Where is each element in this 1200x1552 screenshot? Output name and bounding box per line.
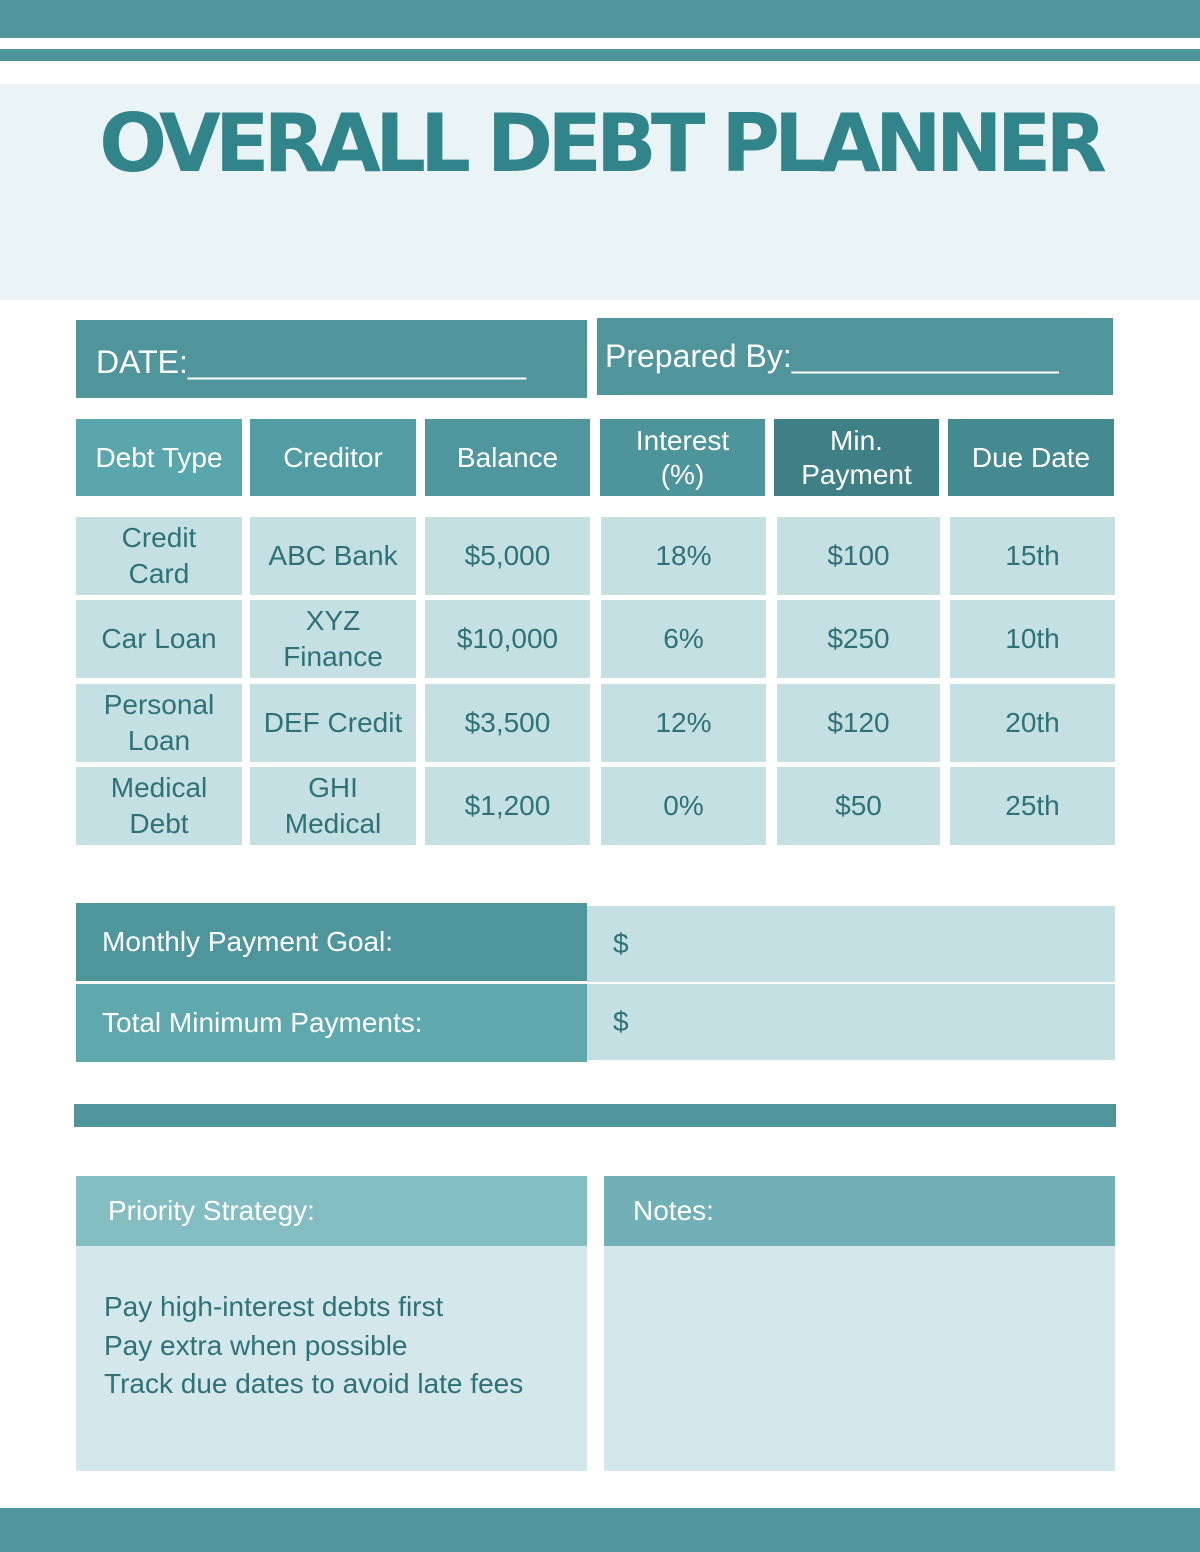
header-debt-type: Debt Type xyxy=(76,419,242,496)
top-stripe xyxy=(0,0,1200,38)
header-min-payment: Min. Payment xyxy=(774,419,939,496)
header-interest: Interest (%) xyxy=(600,419,765,496)
header-balance: Balance xyxy=(425,419,590,496)
cell-min-payment: $100 xyxy=(777,517,940,595)
cell-due-date: 10th xyxy=(950,600,1115,678)
section-divider xyxy=(74,1104,1116,1127)
cell-debt-type: Car Loan xyxy=(76,600,242,678)
strategy-body xyxy=(76,1246,587,1471)
cell-creditor: ABC Bank xyxy=(250,517,416,595)
monthly-goal-field[interactable]: $ xyxy=(587,906,1115,982)
cell-balance: $1,200 xyxy=(425,767,590,845)
cell-interest: 0% xyxy=(601,767,766,845)
cell-balance: $10,000 xyxy=(425,600,590,678)
bottom-stripe xyxy=(0,1508,1200,1552)
cell-due-date: 20th xyxy=(950,684,1115,762)
cell-debt-type: Medical Debt xyxy=(76,767,242,845)
cell-min-payment: $250 xyxy=(777,600,940,678)
top-stripe-thin xyxy=(0,49,1200,61)
prepared-by-field[interactable] xyxy=(597,318,1113,395)
cell-interest: 6% xyxy=(601,600,766,678)
cell-balance: $3,500 xyxy=(425,684,590,762)
header-creditor: Creditor xyxy=(250,419,416,496)
date-field[interactable] xyxy=(76,320,587,398)
cell-creditor: DEF Credit xyxy=(250,684,416,762)
list-item: Pay high-interest debts first xyxy=(104,1291,444,1322)
total-min-label: Total Minimum Payments: xyxy=(76,984,587,1062)
cell-min-payment: $50 xyxy=(777,767,940,845)
prepared-by-label: Prepared By:_______________ xyxy=(605,338,1059,374)
cell-creditor: GHI Medical xyxy=(250,767,416,845)
date-label: DATE:___________________ xyxy=(96,343,526,380)
cell-creditor: XYZ Finance xyxy=(250,600,416,678)
cell-interest: 18% xyxy=(601,517,766,595)
notes-header: Notes: xyxy=(604,1176,1115,1246)
cell-debt-type: Personal Loan xyxy=(76,684,242,762)
cell-balance: $5,000 xyxy=(425,517,590,595)
monthly-goal-label: Monthly Payment Goal: xyxy=(76,903,587,981)
strategy-header: Priority Strategy: xyxy=(76,1176,587,1246)
cell-interest: 12% xyxy=(601,684,766,762)
cell-debt-type: Credit Card xyxy=(76,517,242,595)
list-item: Pay extra when possible xyxy=(104,1329,408,1361)
list-item: Track due dates to avoid late fees xyxy=(104,1368,524,1399)
cell-min-payment: $120 xyxy=(777,684,940,762)
total-min-field[interactable]: $ xyxy=(587,984,1115,1060)
cell-due-date: 15th xyxy=(950,517,1115,595)
page-title: OVERALL DEBT PLANNER xyxy=(99,97,1101,190)
notes-field[interactable] xyxy=(604,1246,1115,1471)
header-due-date: Due Date xyxy=(948,419,1114,496)
strategy-list xyxy=(104,1288,523,1404)
cell-due-date: 25th xyxy=(950,767,1115,845)
